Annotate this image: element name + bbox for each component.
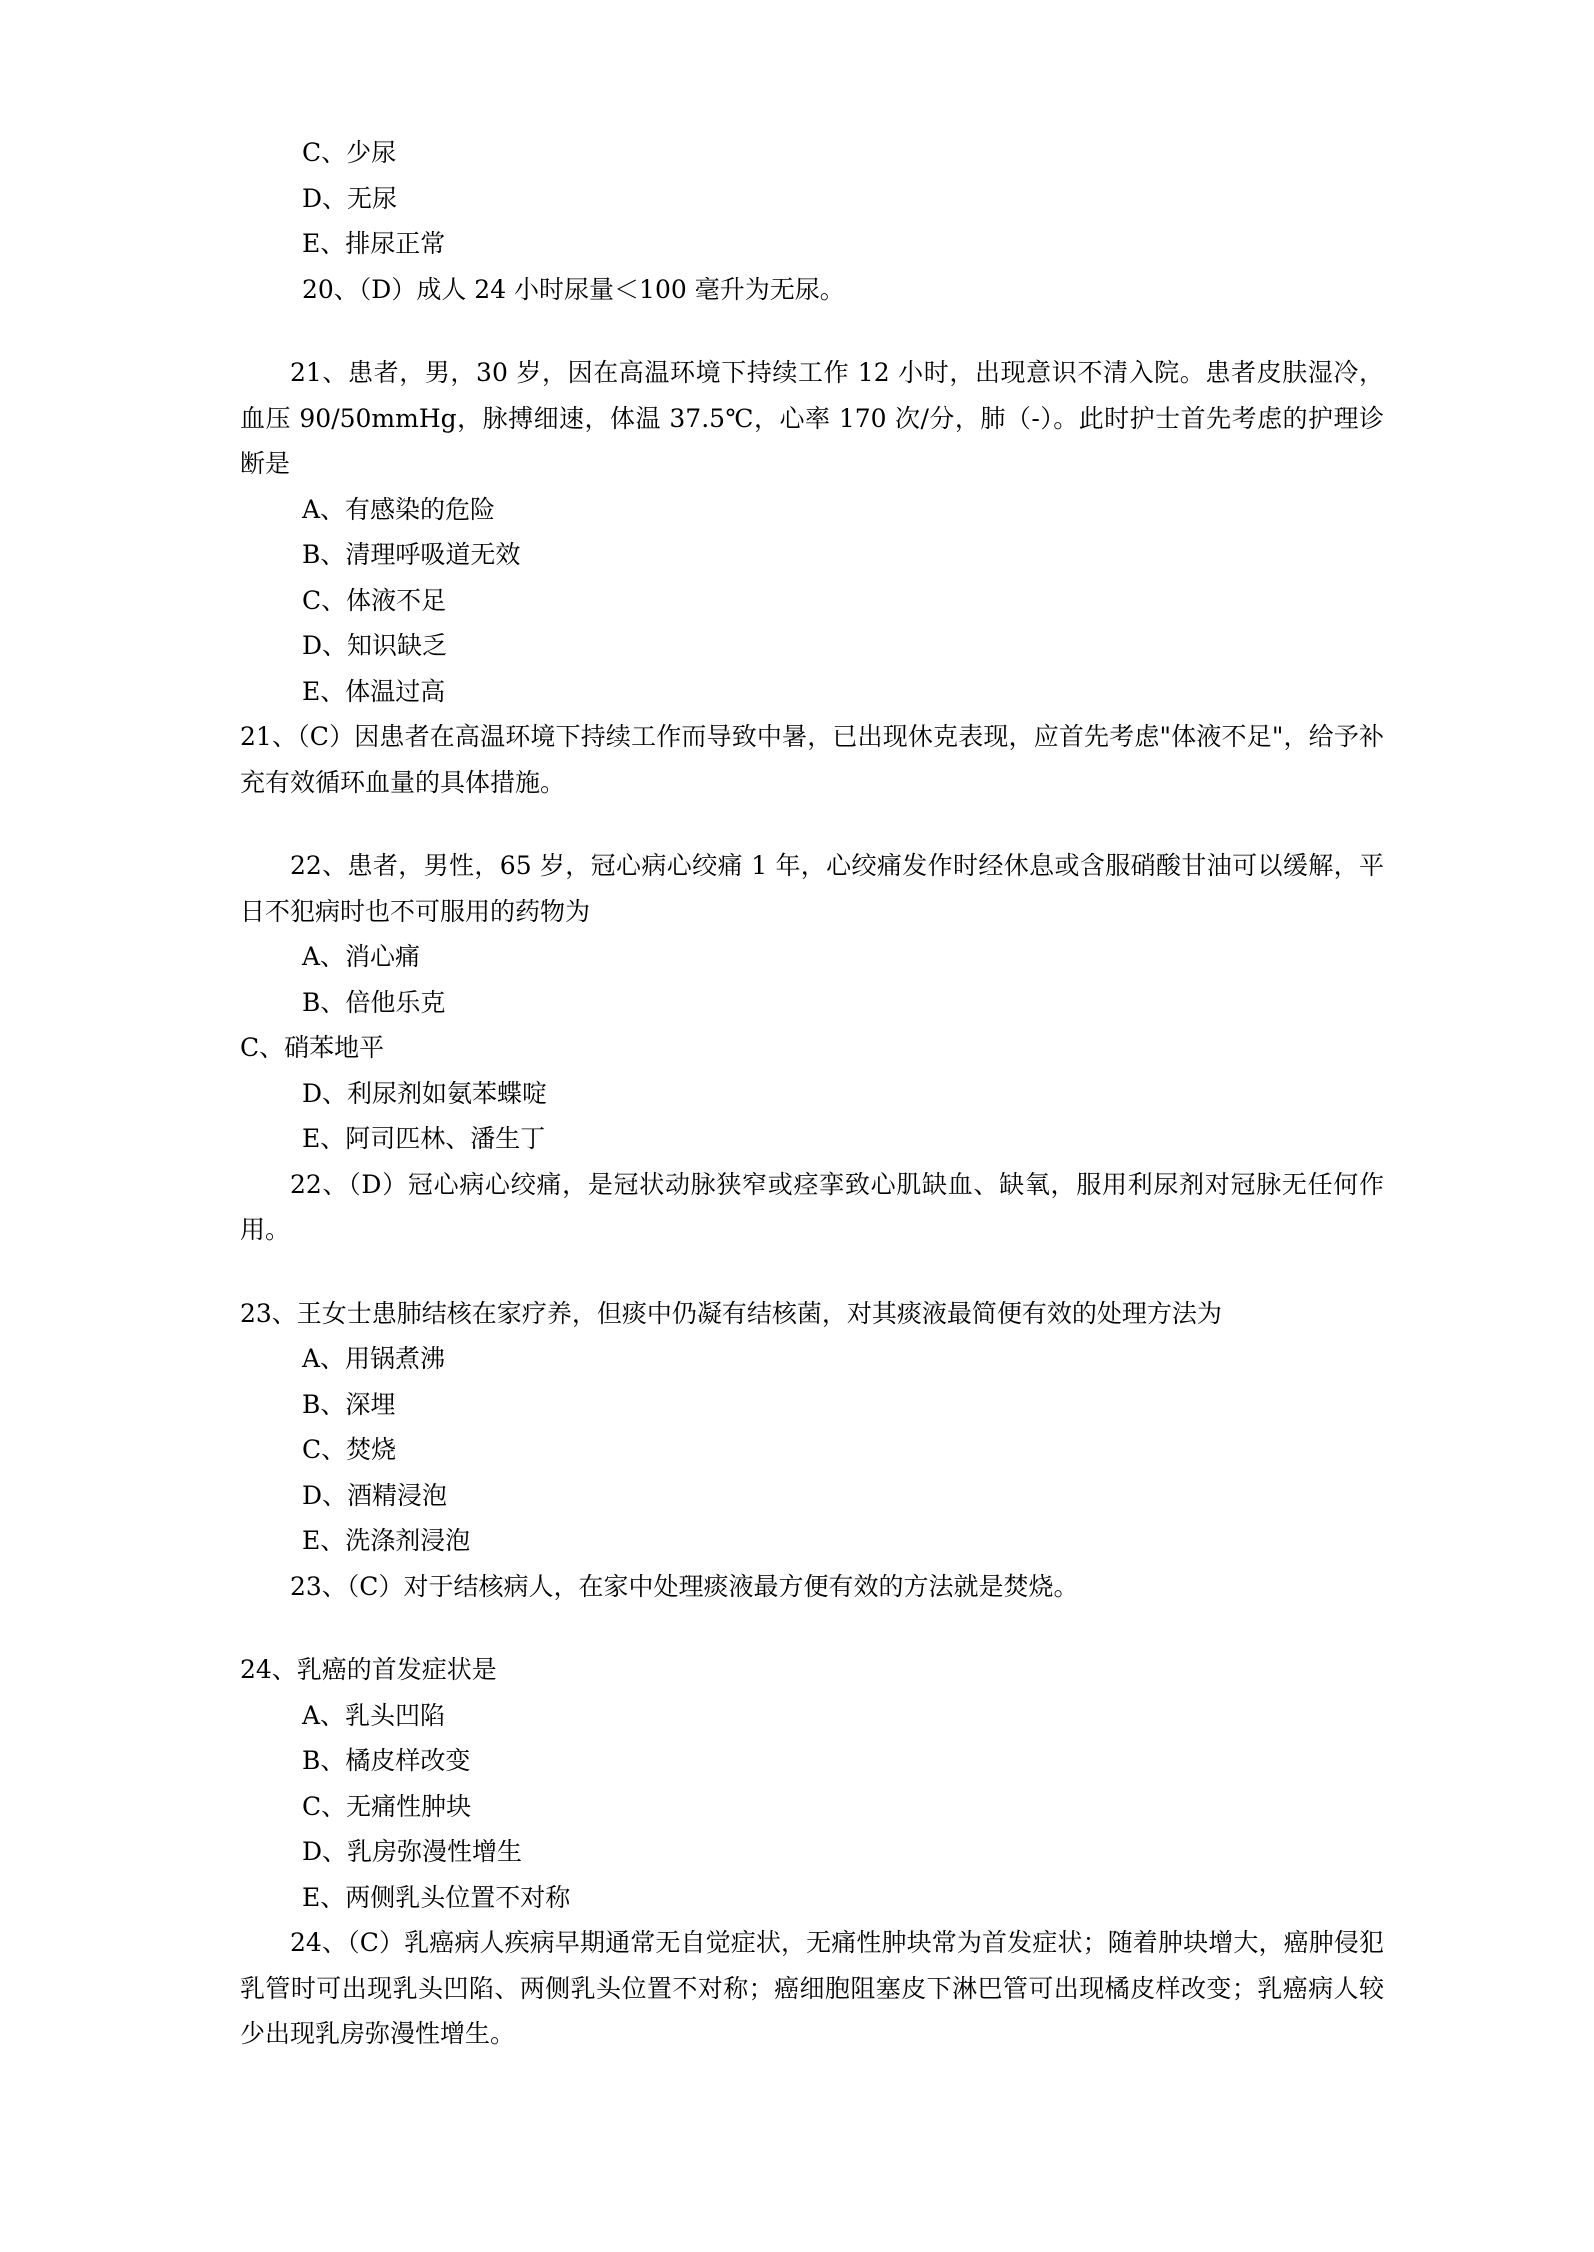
option-item: B、清理呼吸道无效 [302,540,521,569]
question-block-21 [240,350,1384,805]
option-item: E、洗涤剂浸泡 [302,1526,471,1555]
option-item: B、倍他乐克 [302,987,446,1017]
option-item: C、焚烧 [302,1435,397,1464]
option-item: B、深埋 [302,1389,396,1419]
option-item: E、阿司匹林、潘生丁 [302,1124,546,1153]
question-stem: 24、乳癌的首发症状是 [240,1655,497,1684]
option-item: B、橘皮样改变 [302,1746,471,1775]
question-stem: 22、患者，男性，65 岁，冠心病心绞痛 1 年，心绞痛发作时经休息或含服硝酸甘油可以缓解，平日不犯病时也不可服用的药物为 [240,851,1384,926]
option-item: D、酒精浸泡 [302,1480,448,1510]
option-item: E、两侧乳头位置不对称 [302,1882,571,1912]
option-item: D、知识缺乏 [302,631,448,660]
option-item: D、无尿 [302,183,398,213]
option-item: C、无痛性肿块 [302,1791,472,1821]
option-item: A、消心痛 [302,942,421,971]
option-item: E、体温过高 [302,676,446,706]
answer-explanation: 20、（D）成人 24 小时尿量＜100 毫升为无尿。 [302,274,845,304]
option-item: C、体液不足 [302,585,447,615]
answer-explanation: 23、（C）对于结核病人，在家中处理痰液最方便有效的方法就是焚烧。 [290,1571,1079,1601]
question-block-20 [240,130,1384,312]
spacer [240,1609,1384,1647]
answer-explanation: 22、（D）冠心病心绞痛，是冠状动脉狭窄或痉挛致心肌缺血、缺氧，服用利尿剂对冠脉无任何作用。 [240,1169,1384,1244]
option-item: A、乳头凹陷 [302,1700,446,1730]
spacer [240,312,1384,350]
question-block-22 [240,843,1384,1253]
option-item: D、利尿剂如氨苯蝶啶 [302,1078,548,1108]
question-block-23 [240,1291,1384,1610]
question-stem: 21、患者，男，30 岁，因在高温环境下持续工作 12 小时，出现意识不清入院。患者皮肤湿冷，血压 90/50mmHg，脉搏细速，体温 37.5℃，心率 170 次/分，肺（-）。此时护士首先考虑的护理诊断是 [240,358,1384,478]
spacer [240,805,1384,843]
option-item: D、乳房弥漫性增生 [302,1837,523,1866]
option-item: C、少尿 [302,138,397,167]
option-item: A、用锅煮沸 [302,1344,446,1373]
option-item: A、有感染的危险 [302,494,496,524]
question-stem: 23、王女士患肺结核在家疗养，但痰中仍凝有结核菌，对其痰液最简便有效的处理方法为 [240,1298,1222,1328]
answer-explanation: 24、（C）乳癌病人疾病早期通常无自觉症状，无痛性肿块常为首发症状；随着肿块增大，癌肿侵犯乳管时可出现乳头凹陷、两侧乳头位置不对称；癌细胞阻塞皮下淋巴管可出现橘皮样改变；乳癌病人较少出现乳房弥漫性增生。 [240,1928,1384,2048]
document-body [240,130,1384,2057]
question-block-24 [240,1647,1384,2057]
answer-explanation: 21、（C）因患者在高温环境下持续工作而导致中暑，已出现休克表现，应首先考虑"体液不足"，给予补充有效循环血量的具体措施。 [240,722,1384,797]
option-item: C、硝苯地平 [240,1033,385,1062]
option-item: E、排尿正常 [302,229,446,258]
spacer [240,1253,1384,1291]
